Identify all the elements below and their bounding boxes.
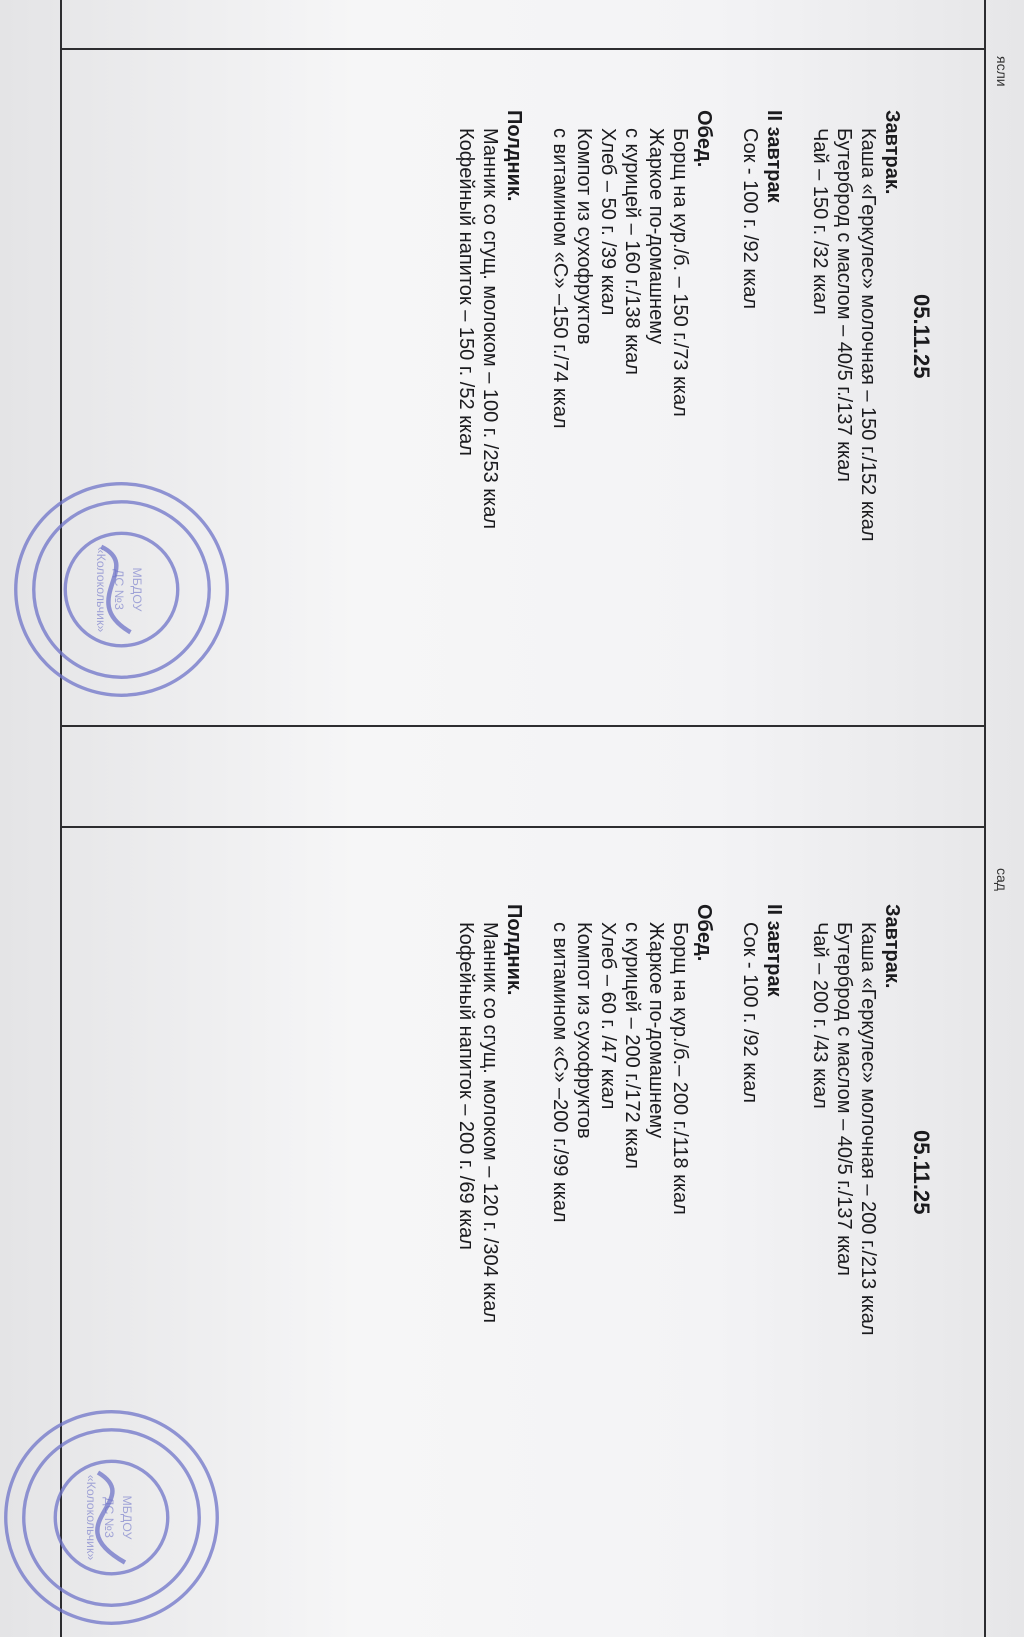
kindergarten-meal-list xyxy=(432,904,904,1336)
stamp-seal-icon xyxy=(9,477,234,702)
nursery-meal-list xyxy=(432,110,904,542)
meal-item: Манник со сгущ. молоком – 120 г. /304 ккал xyxy=(479,922,501,1323)
meal-title: Обед. xyxy=(693,110,715,168)
stamp2-text-2: ДС №3 xyxy=(101,1497,116,1538)
meal-title: Завтрак. xyxy=(881,904,903,989)
meal-block xyxy=(738,110,786,542)
meal-item: Манник со сгущ. молоком – 100 г. /253 ккал xyxy=(479,128,501,529)
stamp2-text-3: «Колокольчик» xyxy=(83,1474,98,1561)
meal-title: Обед. xyxy=(693,904,715,962)
meal-item: Компот из сухофруктов xyxy=(573,922,595,1139)
meal-item: Жаркое по-домашнему xyxy=(645,128,667,345)
meal-item: с витамином «С» –200 г./99 ккал xyxy=(549,922,571,1223)
section-label-nursery: ясли xyxy=(994,56,1010,87)
meal-item: Борщ на кур./б. – 150 г./73 ккал xyxy=(669,128,691,417)
official-stamp-2 xyxy=(0,1405,224,1630)
meal-block xyxy=(738,904,786,1336)
meal-item: Кофейный напиток – 200 г. /69 ккал xyxy=(455,922,477,1250)
meal-block xyxy=(454,904,526,1336)
official-stamp xyxy=(9,477,234,702)
meal-item: Хлеб – 60 г. /47 ккал xyxy=(597,922,619,1110)
meal-item: Сок - 100 г. /92 ккал xyxy=(739,128,761,310)
meal-title: II завтрак xyxy=(763,904,785,997)
meal-item: Бутерброд с маслом – 40/5 г./137 ккал xyxy=(833,128,855,482)
stamp-seal-icon-2 xyxy=(0,1405,224,1630)
menu-date-nursery: 05.11.25 xyxy=(909,294,934,379)
meal-item: Бутерброд с маслом – 40/5 г./137 ккал xyxy=(833,922,855,1276)
meal-title: Полдник. xyxy=(503,904,525,996)
menu-date-kindergarten: 05.11.25 xyxy=(909,1130,934,1215)
meal-block xyxy=(548,110,716,542)
meal-block xyxy=(808,904,904,1336)
meal-title: Полдник. xyxy=(503,110,525,202)
meal-item: Сок - 100 г. /92 ккал xyxy=(739,922,761,1104)
meal-item: Компот из сухофруктов xyxy=(573,128,595,345)
meal-item: Чай – 150 г. /32 ккал xyxy=(809,128,831,315)
meal-title: II завтрак xyxy=(763,110,785,203)
stamp2-text-1: МБДОУ xyxy=(119,1495,134,1540)
meal-item: с курицей – 200 г./172 ккал xyxy=(621,922,643,1169)
meal-item: Хлеб – 50 г. /39 ккал xyxy=(597,128,619,316)
meal-item: Чай – 200 г. /43 ккал xyxy=(809,922,831,1109)
meal-block xyxy=(454,110,526,542)
stamp-text-2: ДС №3 xyxy=(111,569,126,610)
section-label-kindergarten: сад xyxy=(994,868,1010,891)
meal-item: Борщ на кур./б.– 200 г./118 ккал xyxy=(669,922,691,1215)
meal-block xyxy=(808,110,904,542)
stamp-text-3: «Колокольчик» xyxy=(93,546,108,633)
meal-item: Кофейный напиток – 150 г. /52 ккал xyxy=(455,128,477,456)
meal-item: с витамином «С» –150 г./74 ккал xyxy=(549,128,571,429)
meal-item: Каша «Геркулес» молочная – 200 г./213 ккал xyxy=(857,922,879,1336)
meal-item: Каша «Геркулес» молочная – 150 г./152 ккал xyxy=(857,128,879,542)
stamp-text-1: МБДОУ xyxy=(129,567,144,612)
meal-item: Жаркое по-домашнему xyxy=(645,922,667,1139)
meal-block xyxy=(548,904,716,1336)
meal-item: с курицей – 160 г./138 ккал xyxy=(621,128,643,375)
meal-title: Завтрак. xyxy=(881,110,903,195)
